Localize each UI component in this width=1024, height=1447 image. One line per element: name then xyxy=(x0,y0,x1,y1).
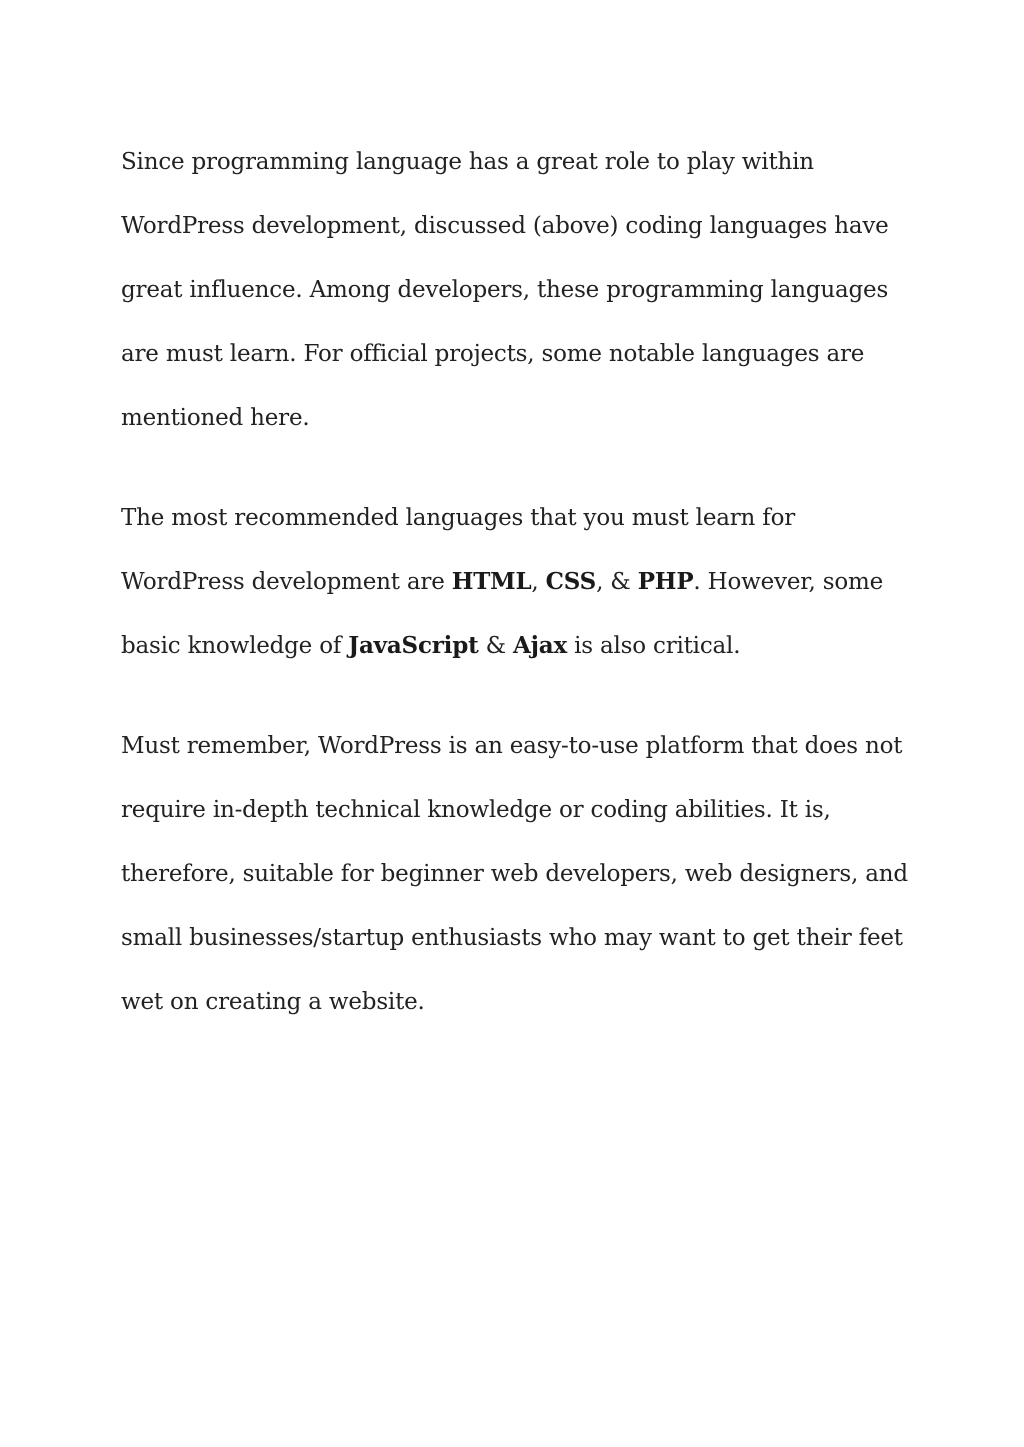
text-segment: , xyxy=(531,569,546,595)
keyword-javascript: JavaScript xyxy=(348,632,479,659)
document-page xyxy=(121,130,911,1070)
keyword-php: PHP xyxy=(637,568,694,595)
text-segment: is also critical. xyxy=(567,633,741,659)
paragraph-easy-to-use: Must remember, WordPress is an easy-to-use platform that does not require in-depth technical knowledge or coding abilities. It is, therefore, suitable for beginner web developers, web designers, and small businesses/startup enthusiasts who may want to get their feet wet on creating a website. xyxy=(121,733,908,1015)
keyword-ajax: Ajax xyxy=(513,632,567,659)
keyword-css: CSS xyxy=(545,568,597,595)
text-segment: & xyxy=(478,633,514,659)
text-segment: . However, some basic knowledge of xyxy=(121,569,884,659)
paragraph-recommended-languages xyxy=(121,486,911,678)
paragraph-intro: Since programming language has a great role to play within WordPress development, discussed (above) coding languages have great influence. Among developers, these programming languages are must learn. For official projects, some notable languages are mentioned here. xyxy=(121,149,889,431)
text-segment: The most recommended languages that you must learn for WordPress development are xyxy=(121,505,796,595)
text-segment: , & xyxy=(596,569,638,595)
keyword-html: HTML xyxy=(451,568,532,595)
